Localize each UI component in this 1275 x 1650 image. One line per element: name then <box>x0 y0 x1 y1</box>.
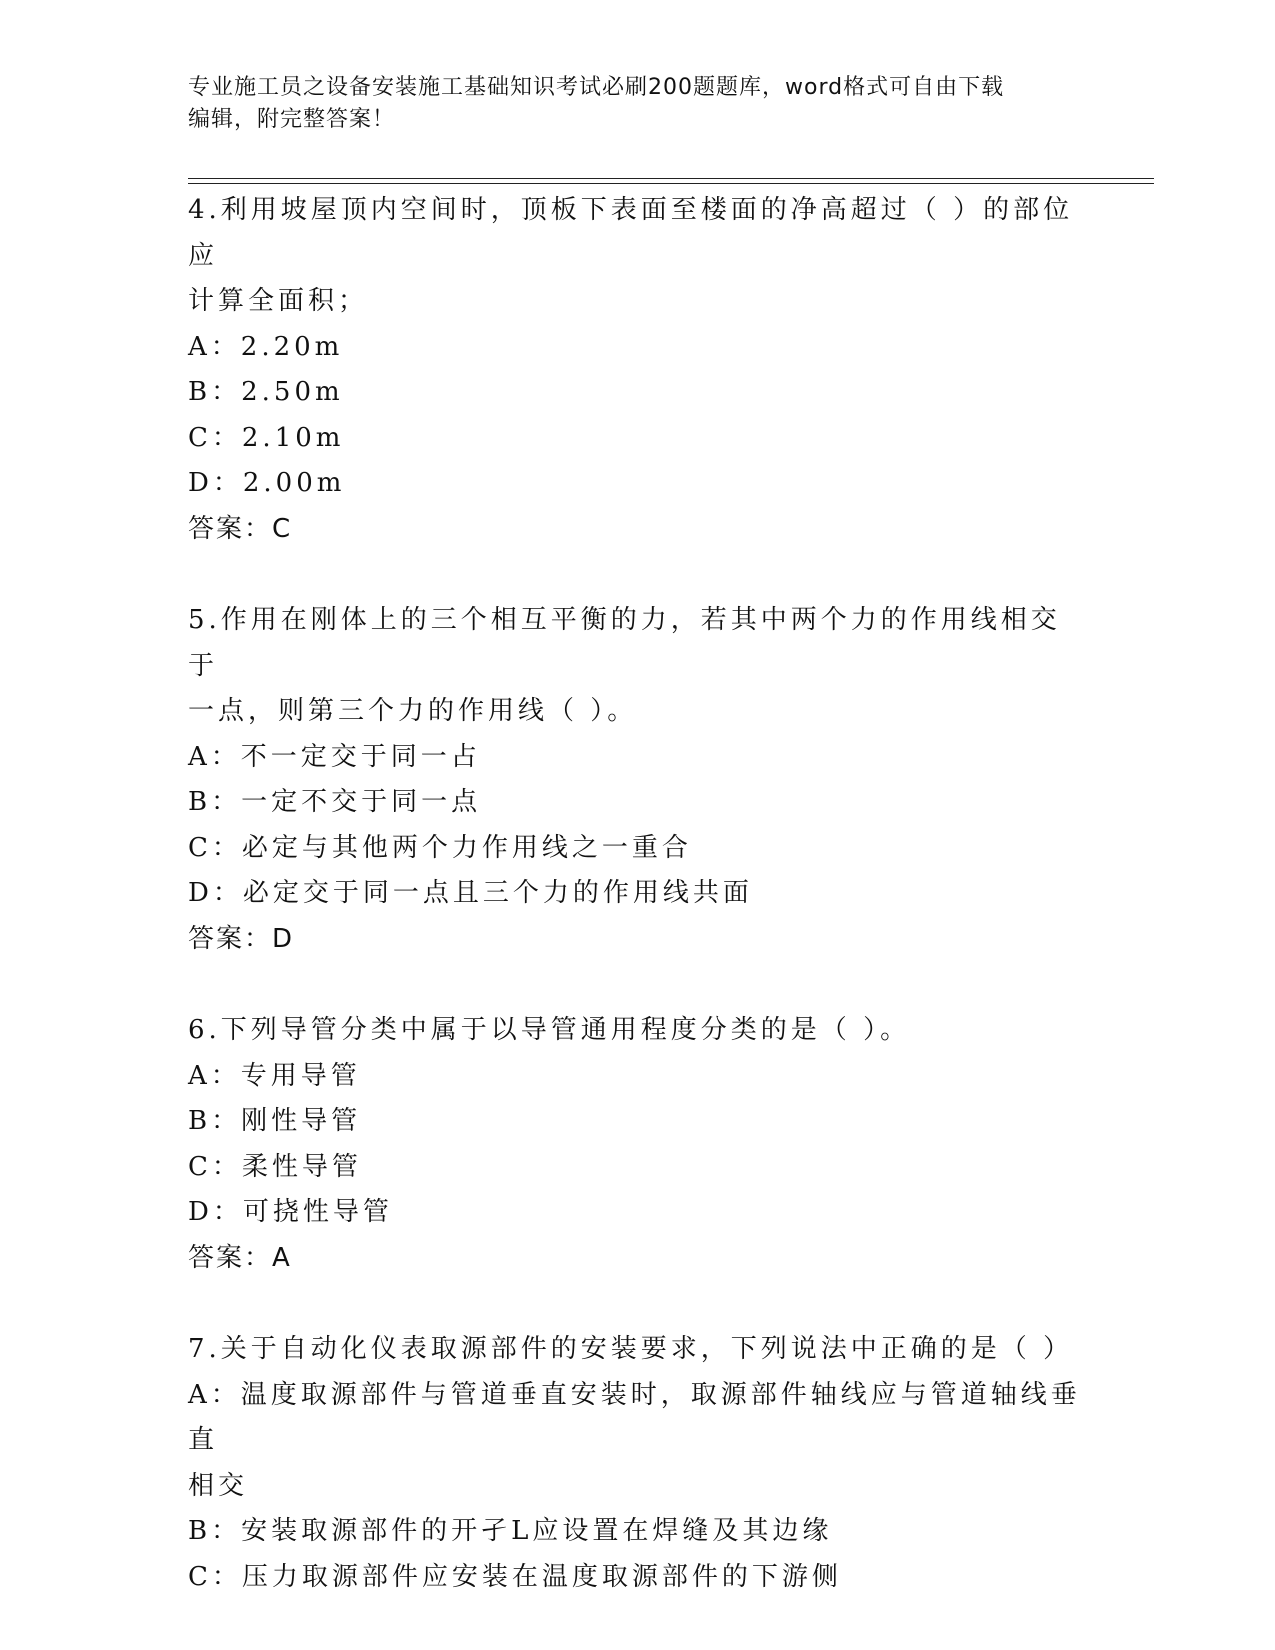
option-b: B：刚性导管 <box>188 1106 362 1136</box>
option-a: A：专用导管 <box>188 1060 361 1091</box>
question-4 <box>188 188 1088 552</box>
question-list <box>188 188 1088 1600</box>
option-d: D：必定交于同一点且三个力的作用线共面 <box>188 878 753 908</box>
header-divider-bottom <box>188 183 1154 184</box>
question-7 <box>188 1327 1088 1600</box>
option-a-continued: 相交 <box>188 1470 249 1501</box>
document-header <box>188 72 1068 136</box>
option-a: A：2.20m <box>188 331 344 362</box>
answer: 答案：A <box>188 1242 292 1273</box>
header-divider-top <box>188 178 1154 179</box>
option-c: C：必定与其他两个力作用线之一重合 <box>188 832 692 863</box>
question-6 <box>188 1008 1088 1281</box>
option-a: A：不一定交于同一占 <box>188 741 481 772</box>
question-5 <box>188 598 1088 962</box>
option-d: D：可挠性导管 <box>188 1197 393 1227</box>
question-stem: 6.下列导管分类中属于以导管通用程度分类的是（ ）。 <box>188 1015 911 1045</box>
header-title-line2: 编辑，附完整答案！ <box>188 107 396 132</box>
answer: 答案：D <box>188 923 295 954</box>
option-c: C：柔性导管 <box>188 1151 362 1182</box>
answer: 答案：C <box>188 513 293 544</box>
option-d: D：2.00m <box>188 468 346 498</box>
question-stem: 4.利用坡屋顶内空间时，顶板下表面至楼面的净高超过（ ）的部位应 <box>188 195 1074 271</box>
option-c: C：2.10m <box>188 422 345 453</box>
option-b: B：安装取源部件的开孑L应设置在焊缝及其边缘 <box>188 1516 833 1546</box>
header-title-line1: 专业施工员之设备安装施工基础知识考试必刷200题题库，word格式可自由下载 <box>188 75 1005 100</box>
option-c: C：压力取源部件应安装在温度取源部件的下游侧 <box>188 1561 842 1592</box>
question-stem: 5.作用在刚体上的三个相互平衡的力，若其中两个力的作用线相交于 <box>188 605 1061 681</box>
option-a: A：温度取源部件与管道垂直安装时，取源部件轴线应与管道轴线垂直 <box>188 1379 1081 1455</box>
question-stem: 7.关于自动化仪表取源部件的安装要求，下列说法中正确的是（ ） <box>188 1334 1074 1364</box>
question-stem-continued: 计算全面积； <box>188 286 369 316</box>
question-stem-continued: 一点，则第三个力的作用线（ ）。 <box>188 696 638 726</box>
option-b: B：2.50m <box>188 377 344 407</box>
option-b: B：一定不交于同一点 <box>188 787 482 817</box>
